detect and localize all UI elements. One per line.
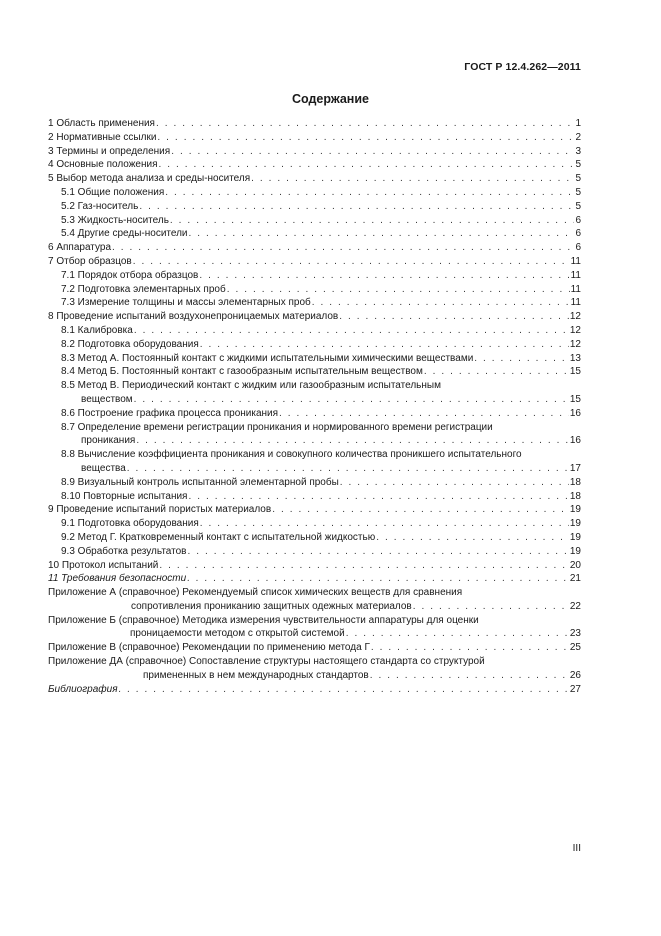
toc-entry-4[interactable]: 4 Основные положения . . . 5	[48, 158, 581, 172]
toc-entry-7-1[interactable]: 7.1 Порядок отбора образцов . . . 11	[48, 269, 581, 283]
toc-entry-6[interactable]: 6 Аппаратура . . . 6	[48, 241, 581, 255]
toc-title: Содержание	[291, 92, 369, 106]
toc-entry-8-1[interactable]: 8.1 Калибровка . . . 12	[48, 324, 581, 338]
toc-entry-appendix-da-continued[interactable]: примененных в нем международных стандартов . . . 26	[48, 669, 581, 683]
toc-entry-appendix-b-continued[interactable]: проницаемости методом с открытой системой . . . 23	[48, 627, 581, 641]
toc-entry-appendix-b[interactable]: Приложение Б (справочное) Методика измерения чувствительности аппаратуры для оценки	[48, 614, 479, 626]
toc-entry-3[interactable]: 3 Термины и определения . . . 3	[48, 145, 581, 159]
toc-entry-8-8-continued[interactable]: вещества . . . 17	[48, 462, 581, 476]
toc-entry-2[interactable]: 2 Нормативные ссылки . . . 2	[48, 131, 581, 145]
toc-entry-8-2[interactable]: 8.2 Подготовка оборудования . . . 12	[48, 338, 581, 352]
standard-code: ГОСТ Р 12.4.262—2011	[464, 61, 581, 73]
toc-entry-9[interactable]: 9 Проведение испытаний пористых материалов . . . 19	[48, 503, 581, 517]
toc-entry-8-4[interactable]: 8.4 Метод Б. Постоянный контакт с газообразным испытательным веществом . . . 15	[48, 365, 581, 379]
toc-entry-5-4[interactable]: 5.4 Другие среды-носители . . . 6	[48, 227, 581, 241]
toc-entry-5-2[interactable]: 5.2 Газ-носитель . . . 5	[48, 200, 581, 214]
toc-entry-8-5-continued[interactable]: веществом . . . 15	[48, 393, 581, 407]
toc-entry-appendix-a[interactable]: Приложение А (справочное) Рекомендуемый список химических веществ для сравнения	[48, 587, 463, 599]
toc-entry-appendix-da[interactable]: Приложение ДА (справочное) Сопоставление структуры настоящего стандарта со структурой	[48, 656, 485, 668]
toc-entry-5-1[interactable]: 5.1 Общие положения . . . 5	[48, 186, 581, 200]
toc-entry-10[interactable]: 10 Протокол испытаний . . . 20	[48, 559, 581, 573]
toc-entry-appendix-v[interactable]: Приложение В (справочное) Рекомендации по применению метода Г . . . 25	[48, 641, 581, 655]
toc-entry-7-3[interactable]: 7.3 Измерение толщины и массы элементарных проб . . . 11	[48, 296, 581, 310]
toc-entry-5-3[interactable]: 5.3 Жидкость-носитель . . . 6	[48, 214, 581, 228]
toc-entry-11[interactable]: 11 Требования безопасности . . . 21	[48, 572, 581, 586]
toc-entry-8-7-continued[interactable]: проникания . . . 16	[48, 434, 581, 448]
toc-entry-8-9[interactable]: 8.9 Визуальный контроль испытанной элементарной пробы . . . 18	[48, 476, 581, 490]
toc-entry-8-8[interactable]: 8.8 Вычисление коэффициента проникания и совокупного количества проникшего испытательного	[61, 449, 522, 461]
toc-entry-appendix-a-continued[interactable]: сопротивления прониканию защитных одежных материалов . . . 22	[48, 600, 581, 614]
toc-entry-8-3[interactable]: 8.3 Метод А. Постоянный контакт с жидкими испытательными химическими веществами . . . 13	[48, 352, 581, 366]
toc-entry-7-2[interactable]: 7.2 Подготовка элементарных проб . . . 11	[48, 283, 581, 297]
table-of-contents	[48, 117, 581, 696]
toc-entry-7[interactable]: 7 Отбор образцов . . . 11	[48, 255, 581, 269]
toc-entry-8[interactable]: 8 Проведение испытаний воздухонепроницаемых материалов . . . 12	[48, 310, 581, 324]
toc-entry-9-1[interactable]: 9.1 Подготовка оборудования . . . 19	[48, 517, 581, 531]
toc-entry-8-5[interactable]: 8.5 Метод В. Периодический контакт с жидким или газообразным испытательным	[61, 380, 441, 392]
toc-entry-9-3[interactable]: 9.3 Обработка результатов . . . 19	[48, 545, 581, 559]
toc-entry-bibliography[interactable]: Библиография . . . 27	[48, 683, 581, 697]
page-number: III	[572, 843, 581, 854]
toc-entry-8-10[interactable]: 8.10 Повторные испытания . . . 18	[48, 490, 581, 504]
toc-entry-8-7[interactable]: 8.7 Определение времени регистрации проникания и нормированного времени регистрации	[61, 421, 493, 433]
toc-entry-8-6[interactable]: 8.6 Построение графика процесса проникания . . . 16	[48, 407, 581, 421]
toc-entry-1[interactable]: 1 Область применения . . . 1	[48, 117, 581, 131]
toc-entry-5[interactable]: 5 Выбор метода анализа и среды-носителя . . . 5	[48, 172, 581, 186]
toc-entry-9-2[interactable]: 9.2 Метод Г. Кратковременный контакт с испытательной жидкостью . . . 19	[48, 531, 581, 545]
